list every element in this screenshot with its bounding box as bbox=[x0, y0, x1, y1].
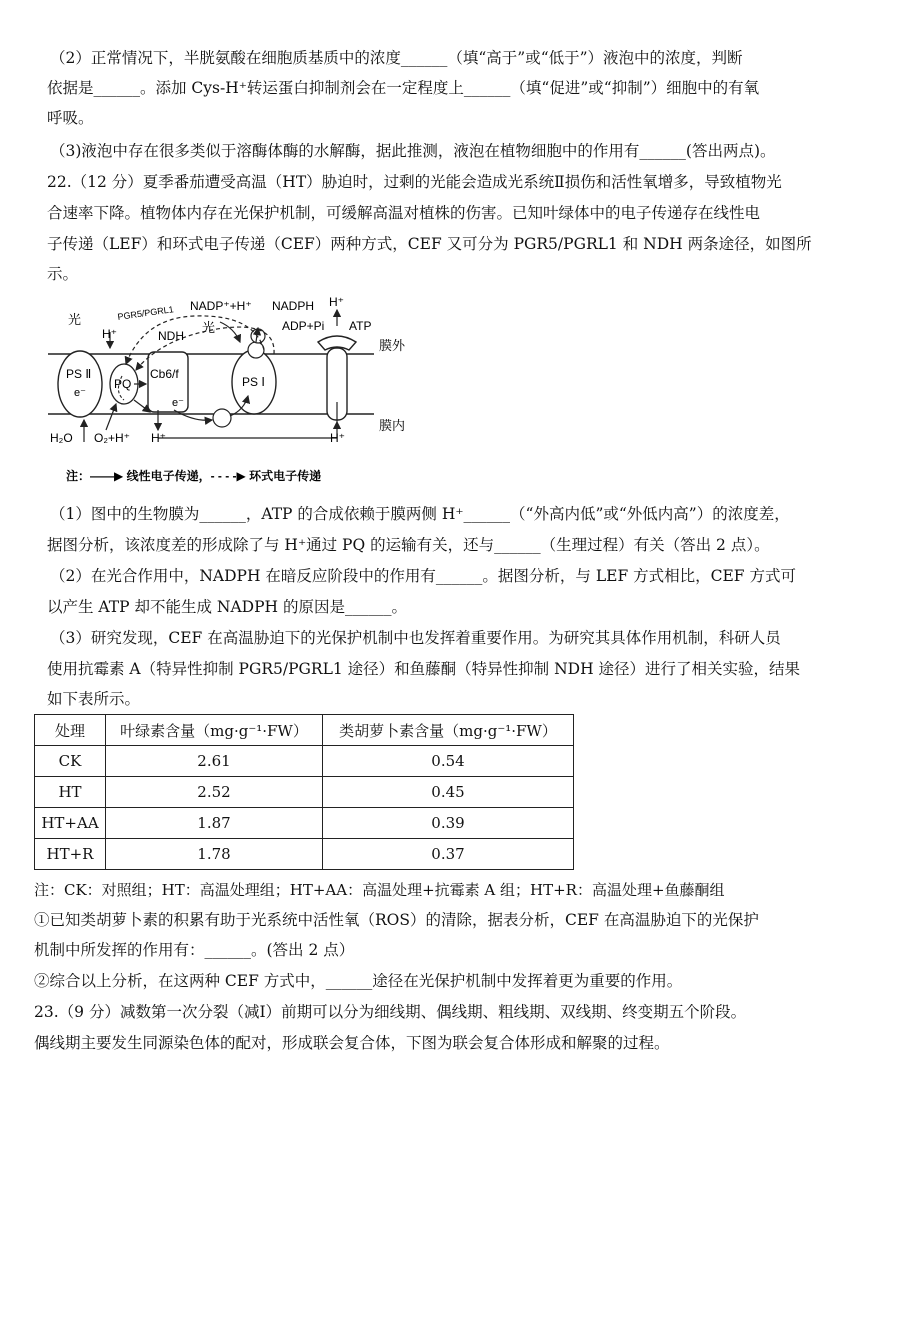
line-q22-1b: 据图分析，该浓度差的形成除了与 H⁺通过 PQ 的运输有关，还与______（生理过程）有关（答出 2 点）。 bbox=[47, 536, 770, 554]
diagram-nadp-label: NADP⁺+H⁺ bbox=[190, 299, 252, 313]
table-row bbox=[35, 839, 574, 870]
table-note: 注：CK：对照组；HT：高温处理组；HT+AA：高温处理+抗霉素 A 组；HT+R：高温处理+鱼藤酮组 bbox=[34, 881, 725, 899]
line-q22-3c: 如下表所示。 bbox=[47, 690, 141, 708]
table-row bbox=[35, 808, 574, 839]
diagram-ps1-label: PS Ⅰ bbox=[242, 375, 265, 389]
results-table bbox=[34, 714, 574, 870]
table-cell: 2.61 bbox=[106, 746, 323, 777]
table-header-cell: 处理 bbox=[35, 715, 106, 746]
line-q21-2c: 呼吸。 bbox=[47, 109, 94, 127]
diagram-adp-label: ADP+Pi bbox=[282, 319, 325, 333]
table-cell: 1.87 bbox=[106, 808, 323, 839]
line-q22-2a: （2）在光合作用中，NADPH 在暗反应阶段中的作用有______。据图分析，与 LEF 方式相比，CEF 方式可 bbox=[50, 567, 796, 585]
line-q22-intro-1: 22.（12 分）夏季番茄遭受高温（HT）胁迫时，过剩的光能会造成光系统Ⅱ损伤和活性氧增多，导致植物光 bbox=[47, 173, 782, 191]
diagram-inner-label: 膜内 bbox=[379, 418, 406, 433]
diagram-legend: 注：——▶ 线性电子传递，- - - -▶ 环式电子传递 bbox=[66, 469, 322, 483]
diagram-atp-label: ATP bbox=[349, 319, 372, 333]
diagram-h-pq-label: H⁺ bbox=[102, 327, 117, 341]
diagram-h2o-label: H₂O bbox=[50, 431, 73, 445]
diagram-pgr-label: PGR5/PGRL1 bbox=[116, 304, 175, 322]
line-q22-3-sub1a: ①已知类胡萝卜素的积累有助于光系统中活性氧（ROS）的清除，据表分析，CEF 在高温胁迫下的光保护 bbox=[34, 911, 759, 929]
line-q22-intro-4: 示。 bbox=[47, 265, 79, 283]
table-cell: 0.45 bbox=[323, 777, 574, 808]
diagram-nadph-label: NADPH bbox=[272, 299, 315, 313]
table-row bbox=[35, 777, 574, 808]
diagram-h-bottom1-label: H⁺ bbox=[151, 431, 166, 445]
line-q23-1: 23.（9 分）减数第一次分裂（减Ⅰ）前期可以分为细线期、偶线期、粗线期、双线期、终变期五个阶段。 bbox=[34, 1003, 747, 1021]
table-header-row bbox=[35, 715, 574, 746]
line-q22-3-sub1b: 机制中所发挥的作用有：______。(答出 2 点） bbox=[34, 941, 355, 959]
line-q21-3: （3)液泡中存在很多类似于溶酶体酶的水解酶，据此推测，液泡在植物细胞中的作用有______(答出两点)。 bbox=[50, 142, 776, 160]
diagram-ps2-label: PS Ⅱ bbox=[66, 367, 92, 381]
table-cell: 0.39 bbox=[323, 808, 574, 839]
diagram-o2h-label: O₂+H⁺ bbox=[94, 431, 130, 445]
table-cell: 2.52 bbox=[106, 777, 323, 808]
table-header-cell: 类胡萝卜素含量（mg·g⁻¹·FW） bbox=[323, 715, 574, 746]
line-q22-3a: （3）研究发现，CEF 在高温胁迫下的光保护机制中也发挥着重要作用。为研究其具体作用机制，科研人员 bbox=[50, 629, 781, 647]
diagram-svg bbox=[44, 292, 414, 492]
table-cell: 1.78 bbox=[106, 839, 323, 870]
line-q22-2b: 以产生 ATP 却不能生成 NADPH 的原因是______。 bbox=[47, 598, 407, 616]
diagram-light-2: 光 bbox=[202, 320, 216, 335]
diagram-e1-label: e⁻ bbox=[74, 387, 86, 399]
table-cell: 0.54 bbox=[323, 746, 574, 777]
line-q22-intro-2: 合速率下降。植物体内存在光保护机制，可缓解高温对植株的伤害。已知叶绿体中的电子传递存在线性电 bbox=[47, 204, 761, 222]
line-q21-2b: 依据是______。添加 Cys-H⁺转运蛋白抑制剂会在一定程度上______（填“促进”或“抑制”）细胞中的有氧 bbox=[47, 79, 760, 97]
line-q22-1a: （1）图中的生物膜为______，ATP 的合成依赖于膜两侧 H⁺______（“外高内低”或“外低内高”）的浓度差， bbox=[50, 505, 790, 523]
table-cell: 0.37 bbox=[323, 839, 574, 870]
line-q22-intro-3: 子传递（LEF）和环式电子传递（CEF）两种方式，CEF 又可分为 PGR5/PGRL1 和 NDH 两条途径，如图所 bbox=[47, 235, 812, 253]
diagram-pq-label: PQ bbox=[114, 377, 132, 391]
diagram-ndh-label: NDH bbox=[158, 329, 184, 343]
ps2-complex bbox=[58, 351, 102, 417]
line-q23-2: 偶线期主要发生同源染色体的配对，形成联会复合体，下图为联会复合体形成和解聚的过程。 bbox=[34, 1034, 670, 1052]
table-row bbox=[35, 746, 574, 777]
line-q21-2a: （2）正常情况下，半胱氨酸在细胞质基质中的浓度______（填“高于”或“低于”）液泡中的浓度，判断 bbox=[50, 49, 743, 67]
diagram-e2-label: e⁻ bbox=[172, 397, 184, 409]
table-cell: HT+AA bbox=[35, 808, 106, 839]
table-header-cell: 叶绿素含量（mg·g⁻¹·FW） bbox=[106, 715, 323, 746]
diagram-cb6f-label: Cb6/f bbox=[150, 367, 179, 381]
diagram-outer-label: 膜外 bbox=[379, 338, 406, 353]
line-q22-3b: 使用抗霉素 A（特异性抑制 PGR5/PGRL1 途径）和鱼藤酮（特异性抑制 NDH 途径）进行了相关实验，结果 bbox=[47, 660, 801, 678]
diagram-h-bottom2-label: H⁺ bbox=[330, 431, 345, 445]
table-cell: HT+R bbox=[35, 839, 106, 870]
line-q22-3-sub2: ②综合以上分析，在这两种 CEF 方式中，______途径在光保护机制中发挥着更为重要的作用。 bbox=[34, 972, 683, 990]
table-cell: CK bbox=[35, 746, 106, 777]
diagram-light-1: 光 bbox=[68, 312, 82, 327]
electron-transport-diagram bbox=[44, 292, 414, 492]
table-cell: HT bbox=[35, 777, 106, 808]
diagram-h-top-label: H⁺ bbox=[329, 295, 344, 309]
